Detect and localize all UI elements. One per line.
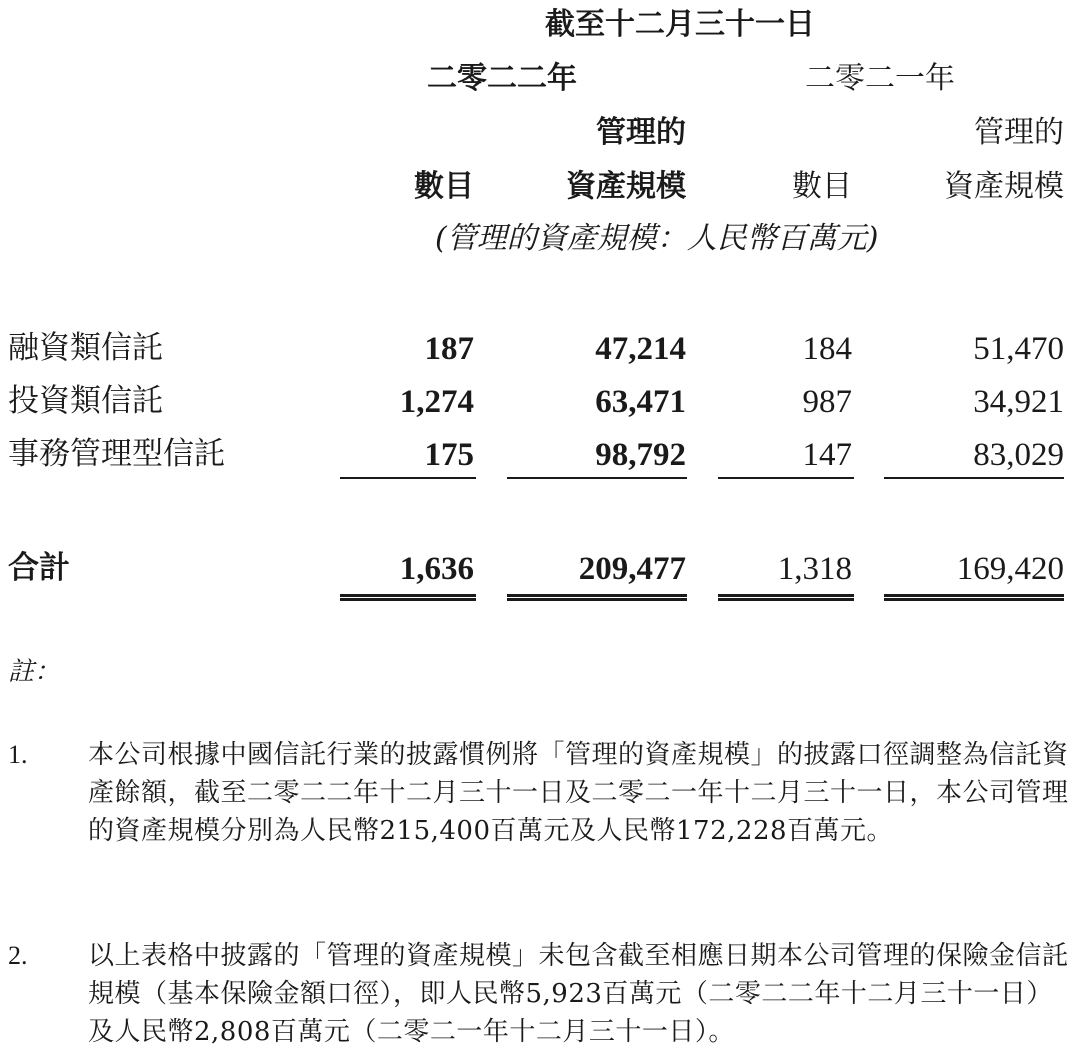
row-label: 投資類信託: [8, 383, 163, 419]
total-count-2021: 1,318: [777, 551, 852, 587]
count-2022-header: 數目: [414, 169, 474, 204]
subtotal-rule: [507, 477, 687, 479]
total-double-rule: [718, 594, 854, 601]
total-aum-2021: 169,420: [956, 551, 1064, 587]
aum-2022-header-line1: 管理的: [596, 115, 686, 150]
row-count-2022: 1,274: [399, 384, 474, 420]
row-aum-2022: 63,471: [595, 384, 686, 420]
total-count-2022: 1,636: [399, 551, 474, 587]
total-double-rule: [884, 594, 1064, 601]
row-label: 融資類信託: [8, 330, 163, 366]
row-count-2022: 187: [424, 331, 474, 367]
aum-2022-header-line2: 資產規模: [566, 169, 686, 204]
row-label: 事務管理型信託: [8, 436, 225, 472]
notes-heading: 註：: [8, 657, 61, 687]
row-aum-2021: 34,921: [973, 384, 1064, 420]
aum-2021-header-line1: 管理的: [974, 115, 1064, 150]
period-title: 截至十二月三十一日: [545, 7, 815, 42]
row-count-2022: 175: [424, 437, 474, 473]
row-count-2021: 184: [802, 331, 852, 367]
subtotal-rule: [884, 477, 1064, 479]
total-double-rule: [340, 594, 476, 601]
subtotal-rule: [718, 477, 854, 479]
unit-note: (管理的資產規模：人民幣百萬元): [435, 221, 879, 256]
row-aum-2022: 47,214: [595, 331, 686, 367]
year-2021-header: 二零二一年: [805, 61, 955, 96]
row-count-2021: 147: [802, 437, 852, 473]
row-aum-2021: 51,470: [973, 331, 1064, 367]
row-aum-2021: 83,029: [973, 437, 1064, 473]
subtotal-rule: [340, 477, 476, 479]
note-text: 以上表格中披露的「管理的資產規模」未包含截至相應日期本公司管理的保險金信託規模（基本保險金額口徑），即人民幣5,923百萬元（二零二二年十二月三十一日）及人民幣2,808百萬元（二零二一年十二月三十一日）。: [88, 941, 1069, 1047]
total-label: 合計: [8, 550, 70, 586]
note-text: 本公司根據中國信託行業的披露慣例將「管理的資產規模」的披露口徑調整為信託資產餘額，截至二零二二年十二月三十一日及二零二一年十二月三十一日，本公司管理的資產規模分別為人民幣215,400百萬元及人民幣172,228百萬元。: [88, 740, 1069, 846]
row-count-2021: 987: [802, 384, 852, 420]
total-aum-2022: 209,477: [578, 551, 686, 587]
total-double-rule: [507, 594, 687, 601]
row-aum-2022: 98,792: [595, 437, 686, 473]
aum-2021-header-line2: 資產規模: [944, 169, 1064, 204]
note-number: 2.: [8, 941, 28, 970]
year-2022-header: 二零二二年: [427, 61, 577, 96]
count-2021-header: 數目: [792, 169, 852, 204]
note-number: 1.: [8, 740, 28, 769]
